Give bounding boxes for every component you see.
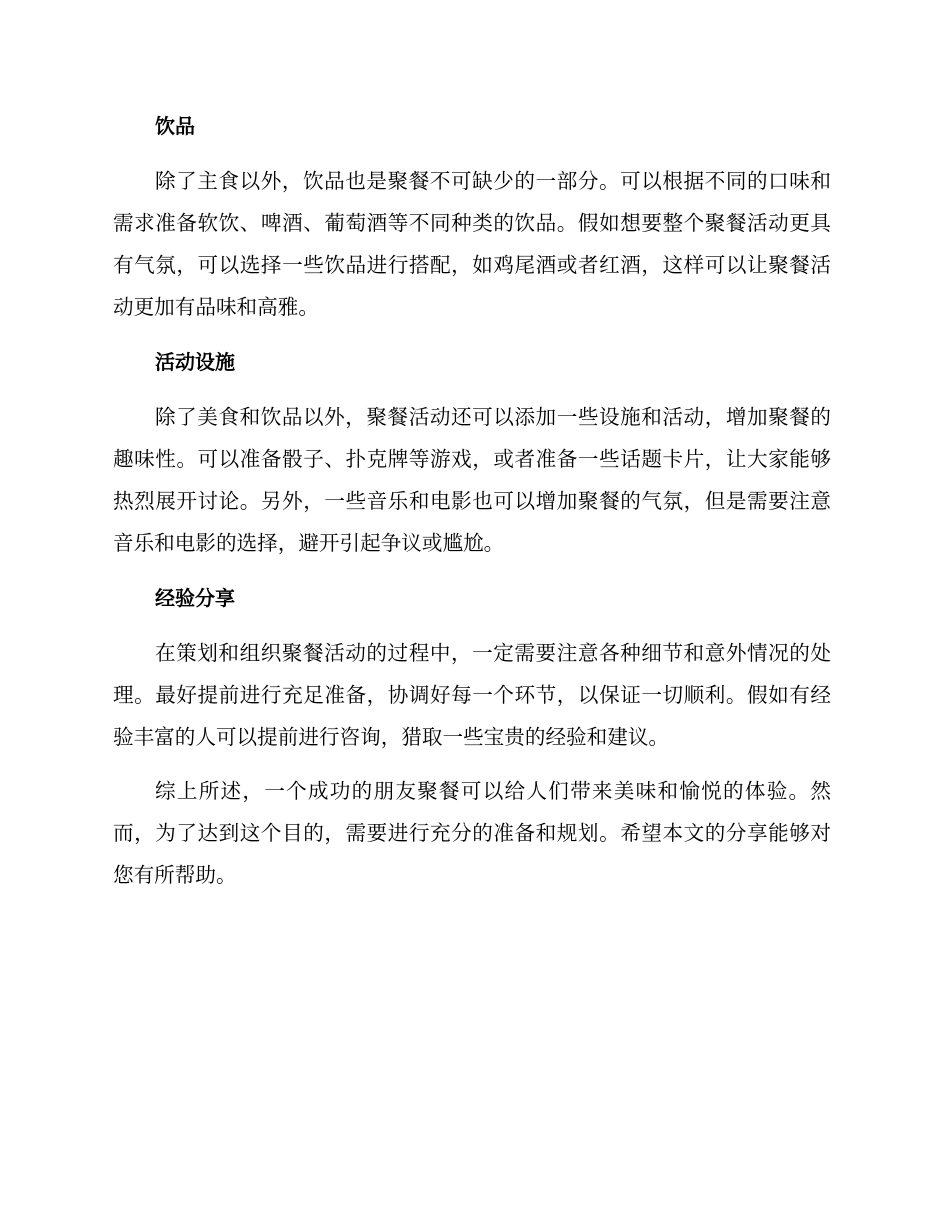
spacer <box>113 384 831 396</box>
paragraph-activities: 除了美食和饮品以外，聚餐活动还可以添加一些设施和活动，增加聚餐的趣味性。可以准备骰子、扑克牌等游戏，或者准备一些话题卡片，让大家能够热烈展开讨论。另外，一些音乐和电影也可以增加聚餐的气氛，但是需要注意音乐和电影的选择，避开引起争议或尴尬。 <box>113 405 831 555</box>
paragraph-experience: 在策划和组织聚餐活动的过程中，一定需要注意各种细节和意外情况的处理。最好提前进行充足准备，协调好每一个环节，以保证一切顺利。假如有经验丰富的人可以提前进行咨询，猎取一些宝贵的经验和建议。 <box>113 641 831 749</box>
section-heading-experience: 经验分享 <box>155 586 235 610</box>
spacer <box>113 328 831 340</box>
section-heading-activities: 活动设施 <box>155 350 235 374</box>
document-body <box>113 104 831 896</box>
spacer <box>113 620 831 632</box>
section-heading-drinks: 饮品 <box>155 114 195 138</box>
paragraph-conclusion: 综上所述，一个成功的朋友聚餐可以给人们带来美味和愉悦的体验。然而，为了达到这个目的，需要进行充分的准备和规划。希望本文的分享能够对您有所帮助。 <box>113 779 831 887</box>
paragraph-drinks: 除了主食以外，饮品也是聚餐不可缺少的一部分。可以根据不同的口味和需求准备软饮、啤酒、葡萄酒等不同种类的饮品。假如想要整个聚餐活动更具有气氛，可以选择一些饮品进行搭配，如鸡尾酒或者红酒，这样可以让聚餐活动更加有品味和高雅。 <box>113 169 831 319</box>
spacer <box>113 148 831 160</box>
spacer <box>113 564 831 576</box>
spacer <box>113 758 831 770</box>
